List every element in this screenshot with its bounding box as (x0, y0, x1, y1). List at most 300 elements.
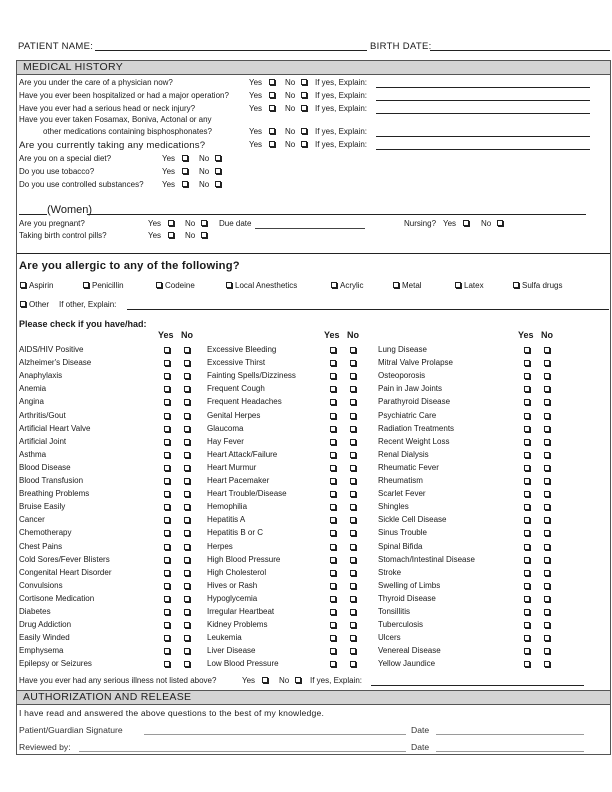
condition-label: Diabetes (19, 607, 51, 616)
condition-label: Liver Disease (207, 646, 256, 656)
checkbox[interactable] (182, 155, 188, 161)
explain-field[interactable] (376, 113, 590, 114)
condition-no-checkbox[interactable] (350, 478, 356, 484)
checkbox[interactable] (513, 282, 519, 288)
condition-no-checkbox[interactable] (350, 530, 356, 536)
condition-no-checkbox[interactable] (184, 452, 190, 458)
condition-label: Shingles (378, 502, 409, 512)
explain-field[interactable] (376, 100, 590, 101)
authorization-statement: I have read and answered the above questions to the best of my knowledge. (19, 708, 325, 718)
condition-yes-checkbox[interactable] (330, 373, 336, 379)
history-question: Have you ever taken Fosamax, Boniva, Actonal or any (19, 115, 212, 124)
other-illness-no[interactable] (279, 676, 289, 685)
checkbox[interactable] (269, 105, 275, 111)
condition-yes-checkbox[interactable] (164, 570, 170, 576)
condition-yes-checkbox[interactable] (330, 609, 336, 615)
checkbox[interactable] (269, 92, 275, 98)
no-label: No (285, 104, 296, 113)
allergy-option[interactable] (155, 281, 195, 290)
checkbox[interactable] (301, 141, 307, 147)
condition-label: Sinus Trouble (378, 528, 427, 538)
condition-yes-checkbox[interactable] (330, 386, 336, 392)
checkbox[interactable] (262, 677, 268, 683)
checkbox[interactable] (20, 301, 26, 307)
condition-yes-checkbox[interactable] (524, 570, 530, 576)
condition-yes-checkbox[interactable] (164, 465, 170, 471)
allergy-other-explain-label: If other, Explain: (59, 300, 117, 309)
allergy-option[interactable] (19, 281, 53, 290)
condition-yes-checkbox[interactable] (524, 426, 530, 432)
condition-label: Leukemia (207, 633, 242, 643)
nursing-no[interactable] (481, 219, 491, 228)
history-question: Are you under the care of a physician now? (19, 78, 173, 87)
history-no[interactable] (199, 154, 209, 163)
condition-no-checkbox[interactable] (544, 465, 550, 471)
condition-no-checkbox[interactable] (544, 347, 550, 353)
condition-label: Hypoglycemia (207, 593, 258, 603)
checkbox[interactable] (331, 282, 337, 288)
condition-no-checkbox[interactable] (544, 360, 550, 366)
condition-yes-checkbox[interactable] (524, 399, 530, 405)
condition-no-checkbox[interactable] (184, 530, 190, 536)
condition-yes-checkbox[interactable] (524, 596, 530, 602)
condition-no-checkbox[interactable] (350, 661, 356, 667)
condition-yes-checkbox[interactable] (330, 360, 336, 366)
allergy-option[interactable] (512, 281, 562, 290)
other-illness-yes[interactable] (242, 676, 255, 685)
condition-no-checkbox[interactable] (544, 426, 550, 432)
condition-no-checkbox[interactable] (544, 478, 550, 484)
checkbox[interactable] (20, 282, 26, 288)
allergy-other-explain-field[interactable] (127, 309, 609, 310)
allergy-option[interactable] (330, 281, 364, 290)
checkbox[interactable] (455, 282, 461, 288)
condition-no-checkbox[interactable] (184, 360, 190, 366)
condition-yes-checkbox[interactable] (330, 491, 336, 497)
condition-no-checkbox[interactable] (544, 413, 550, 419)
condition-yes-checkbox[interactable] (164, 413, 170, 419)
birth-control-yes[interactable] (148, 231, 161, 240)
allergy-label: Penicillin (92, 281, 124, 290)
condition-label: Cortisone Medication (19, 593, 95, 603)
condition-yes-checkbox[interactable] (164, 347, 170, 353)
condition-label: Cold Sores/Fever Blisters (19, 554, 110, 564)
history-no[interactable] (199, 180, 209, 189)
condition-label: Hemophilia (207, 502, 248, 512)
condition-no-checkbox[interactable] (350, 504, 356, 510)
condition-no-checkbox[interactable] (184, 439, 190, 445)
condition-no-checkbox[interactable] (184, 347, 190, 353)
condition-no-checkbox[interactable] (184, 609, 190, 615)
signature-field[interactable] (144, 734, 406, 735)
condition-no-checkbox[interactable] (350, 570, 356, 576)
history-yes[interactable] (249, 91, 262, 100)
condition-no-checkbox[interactable] (184, 661, 190, 667)
condition-yes-checkbox[interactable] (164, 648, 170, 654)
birth-control-no[interactable] (185, 231, 195, 240)
condition-yes-checkbox[interactable] (164, 426, 170, 432)
condition-yes-checkbox[interactable] (164, 557, 170, 563)
condition-no-checkbox[interactable] (544, 530, 550, 536)
condition-no-checkbox[interactable] (184, 373, 190, 379)
condition-no-checkbox[interactable] (544, 439, 550, 445)
checkbox[interactable] (83, 282, 89, 288)
condition-label: Thyroid Disease (378, 593, 436, 603)
condition-no-checkbox[interactable] (544, 583, 550, 589)
allergy-other[interactable] (19, 300, 49, 309)
condition-yes-checkbox[interactable] (524, 439, 530, 445)
allergies-title: Are you allergic to any of the following? (19, 260, 240, 272)
condition-no-checkbox[interactable] (544, 517, 550, 523)
condition-yes-checkbox[interactable] (330, 570, 336, 576)
condition-yes-checkbox[interactable] (164, 373, 170, 379)
condition-yes-checkbox[interactable] (524, 360, 530, 366)
condition-no-checkbox[interactable] (350, 373, 356, 379)
condition-yes-checkbox[interactable] (524, 347, 530, 353)
no-column-header: No (541, 330, 553, 340)
condition-yes-checkbox[interactable] (330, 530, 336, 536)
pregnant-no[interactable] (185, 219, 195, 228)
no-column-header: No (181, 330, 193, 340)
condition-yes-checkbox[interactable] (330, 465, 336, 471)
no-label: No (285, 127, 296, 136)
condition-yes-checkbox[interactable] (524, 648, 530, 654)
allergy-option[interactable] (392, 281, 422, 290)
form-frame-left (16, 60, 17, 755)
history-no[interactable] (285, 91, 295, 100)
condition-yes-checkbox[interactable] (164, 504, 170, 510)
checkbox[interactable] (269, 79, 275, 85)
condition-yes-checkbox[interactable] (164, 609, 170, 615)
history-no[interactable] (285, 104, 295, 113)
condition-yes-checkbox[interactable] (524, 635, 530, 641)
yes-column-header: Yes (158, 330, 174, 340)
condition-label: Renal Dialysis (378, 449, 429, 459)
condition-no-checkbox[interactable] (184, 491, 190, 497)
yes-label: Yes (162, 167, 176, 176)
explain-field[interactable] (376, 87, 590, 88)
condition-no-checkbox[interactable] (184, 517, 190, 523)
condition-yes-checkbox[interactable] (164, 386, 170, 392)
allergy-option[interactable] (454, 281, 484, 290)
checkbox[interactable] (182, 168, 188, 174)
condition-no-checkbox[interactable] (544, 648, 550, 654)
condition-yes-checkbox[interactable] (164, 622, 170, 628)
condition-label: AIDS/HIV Positive (19, 345, 84, 354)
condition-label: Breathing Problems (19, 489, 90, 499)
checkbox[interactable] (301, 105, 307, 111)
condition-no-checkbox[interactable] (350, 491, 356, 497)
condition-label: Kidney Problems (207, 620, 268, 630)
condition-yes-checkbox[interactable] (330, 635, 336, 641)
yes-column-header: Yes (324, 330, 340, 340)
signature-date-field[interactable] (436, 734, 584, 735)
condition-yes-checkbox[interactable] (164, 544, 170, 550)
history-question: Have you ever been hospitalized or had a major operation? (19, 91, 229, 100)
condition-yes-checkbox[interactable] (164, 596, 170, 602)
condition-no-checkbox[interactable] (350, 452, 356, 458)
history-yes[interactable] (162, 167, 175, 176)
history-yes[interactable] (162, 180, 175, 189)
reviewed-date-label: Date (411, 742, 430, 752)
condition-yes-checkbox[interactable] (524, 452, 530, 458)
checkbox[interactable] (497, 220, 503, 226)
patient-name-field[interactable] (95, 50, 367, 51)
condition-yes-checkbox[interactable] (164, 452, 170, 458)
history-no[interactable] (285, 127, 295, 136)
yes-label: Yes (162, 154, 176, 163)
condition-yes-checkbox[interactable] (164, 491, 170, 497)
condition-no-checkbox[interactable] (184, 622, 190, 628)
allergy-label: Codeine (165, 281, 195, 290)
condition-no-checkbox[interactable] (544, 386, 550, 392)
history-yes[interactable] (249, 140, 262, 149)
condition-yes-checkbox[interactable] (330, 478, 336, 484)
form-frame-bottom (16, 754, 610, 755)
history-no[interactable] (285, 140, 295, 149)
authorization-header (17, 690, 610, 705)
condition-no-checkbox[interactable] (544, 661, 550, 667)
condition-yes-checkbox[interactable] (330, 622, 336, 628)
condition-no-checkbox[interactable] (184, 583, 190, 589)
condition-yes-checkbox[interactable] (524, 622, 530, 628)
explain-label: If yes, Explain: (315, 127, 368, 136)
condition-yes-checkbox[interactable] (330, 504, 336, 510)
condition-yes-checkbox[interactable] (330, 439, 336, 445)
condition-no-checkbox[interactable] (184, 465, 190, 471)
condition-label: Artificial Joint (19, 436, 67, 446)
condition-no-checkbox[interactable] (544, 622, 550, 628)
condition-no-checkbox[interactable] (184, 557, 190, 563)
condition-yes-checkbox[interactable] (524, 583, 530, 589)
condition-label: Blood Transfusion (19, 476, 84, 485)
condition-yes-checkbox[interactable] (330, 347, 336, 353)
condition-no-checkbox[interactable] (350, 544, 356, 550)
checkbox[interactable] (182, 181, 188, 187)
condition-no-checkbox[interactable] (544, 635, 550, 641)
condition-label: Lung Disease (378, 345, 427, 354)
checkbox[interactable] (215, 181, 221, 187)
condition-yes-checkbox[interactable] (330, 583, 336, 589)
condition-no-checkbox[interactable] (544, 596, 550, 602)
condition-label: Chemotherapy (19, 528, 72, 538)
no-label: No (199, 167, 210, 176)
condition-yes-checkbox[interactable] (330, 557, 336, 563)
checkbox[interactable] (393, 282, 399, 288)
condition-yes-checkbox[interactable] (164, 360, 170, 366)
history-yes[interactable] (249, 78, 262, 87)
condition-yes-checkbox[interactable] (524, 557, 530, 563)
condition-yes-checkbox[interactable] (524, 373, 530, 379)
condition-no-checkbox[interactable] (184, 570, 190, 576)
condition-label: Anemia (19, 384, 47, 394)
condition-yes-checkbox[interactable] (164, 530, 170, 536)
condition-label: Mitral Valve Prolapse (378, 358, 453, 368)
condition-label: Hay Fever (207, 436, 244, 446)
checkbox[interactable] (168, 232, 174, 238)
condition-no-checkbox[interactable] (350, 583, 356, 589)
condition-no-checkbox[interactable] (184, 386, 190, 392)
checkbox[interactable] (156, 282, 162, 288)
condition-yes-checkbox[interactable] (330, 661, 336, 667)
condition-label: Heart Trouble/Disease (207, 489, 287, 499)
condition-no-checkbox[interactable] (350, 635, 356, 641)
condition-no-checkbox[interactable] (184, 478, 190, 484)
condition-label: Heart Murmur (207, 462, 257, 472)
condition-no-checkbox[interactable] (350, 648, 356, 654)
condition-no-checkbox[interactable] (544, 373, 550, 379)
condition-yes-checkbox[interactable] (524, 491, 530, 497)
condition-yes-checkbox[interactable] (164, 583, 170, 589)
condition-no-checkbox[interactable] (544, 504, 550, 510)
condition-no-checkbox[interactable] (544, 491, 550, 497)
history-no[interactable] (199, 167, 209, 176)
checkbox[interactable] (301, 92, 307, 98)
condition-yes-checkbox[interactable] (524, 413, 530, 419)
allergy-label: Latex (464, 281, 484, 290)
authorization-title: AUTHORIZATION AND RELEASE (23, 691, 192, 703)
nursing-yes[interactable] (443, 219, 456, 228)
condition-no-checkbox[interactable] (350, 557, 356, 563)
condition-no-checkbox[interactable] (350, 622, 356, 628)
condition-yes-checkbox[interactable] (524, 478, 530, 484)
condition-no-checkbox[interactable] (184, 635, 190, 641)
checkbox[interactable] (201, 220, 207, 226)
condition-no-checkbox[interactable] (350, 439, 356, 445)
condition-label: Frequent Cough (207, 384, 265, 394)
checkbox[interactable] (269, 128, 275, 134)
condition-yes-checkbox[interactable] (330, 426, 336, 432)
condition-no-checkbox[interactable] (350, 413, 356, 419)
condition-no-checkbox[interactable] (350, 426, 356, 432)
condition-no-checkbox[interactable] (350, 360, 356, 366)
condition-yes-checkbox[interactable] (524, 609, 530, 615)
yes-label: Yes (148, 219, 162, 228)
condition-yes-checkbox[interactable] (524, 386, 530, 392)
history-yes[interactable] (249, 104, 262, 113)
allergy-option[interactable] (82, 281, 124, 290)
condition-yes-checkbox[interactable] (164, 517, 170, 523)
due-date-field[interactable] (255, 228, 365, 229)
no-label: No (199, 180, 210, 189)
explain-field[interactable] (376, 149, 590, 150)
condition-no-checkbox[interactable] (184, 399, 190, 405)
no-label: No (185, 219, 196, 228)
condition-yes-checkbox[interactable] (164, 439, 170, 445)
women-blank[interactable] (19, 214, 47, 215)
condition-label: High Cholesterol (207, 567, 267, 577)
condition-yes-checkbox[interactable] (524, 530, 530, 536)
checkbox[interactable] (168, 220, 174, 226)
history-no[interactable] (285, 78, 295, 87)
condition-yes-checkbox[interactable] (524, 504, 530, 510)
condition-label: Hives or Rash (207, 580, 258, 590)
birth-date-field[interactable] (430, 50, 610, 51)
condition-no-checkbox[interactable] (544, 609, 550, 615)
condition-yes-checkbox[interactable] (330, 596, 336, 602)
condition-yes-checkbox[interactable] (164, 635, 170, 641)
allergy-label: Local Anesthetics (235, 281, 298, 290)
condition-yes-checkbox[interactable] (164, 661, 170, 667)
condition-no-checkbox[interactable] (544, 452, 550, 458)
form-frame-right (610, 60, 611, 755)
condition-yes-checkbox[interactable] (524, 465, 530, 471)
checkbox[interactable] (301, 128, 307, 134)
condition-no-checkbox[interactable] (544, 570, 550, 576)
reviewed-by-label: Reviewed by: (19, 742, 71, 752)
pregnant-question: Are you pregnant? (19, 219, 85, 228)
checkbox[interactable] (215, 168, 221, 174)
condition-no-checkbox[interactable] (544, 544, 550, 550)
allergy-option[interactable] (225, 281, 297, 290)
due-date-label: Due date (219, 219, 252, 228)
condition-yes-checkbox[interactable] (524, 661, 530, 667)
checkbox[interactable] (301, 79, 307, 85)
condition-yes-checkbox[interactable] (524, 544, 530, 550)
reviewed-date-field[interactable] (436, 751, 584, 752)
condition-no-checkbox[interactable] (544, 557, 550, 563)
condition-yes-checkbox[interactable] (330, 517, 336, 523)
checkbox[interactable] (295, 677, 301, 683)
condition-no-checkbox[interactable] (184, 413, 190, 419)
condition-label: Angina (19, 397, 44, 407)
other-illness-explain-label: If yes, Explain: (310, 676, 363, 685)
reviewed-by-field[interactable] (79, 751, 406, 752)
condition-yes-checkbox[interactable] (164, 399, 170, 405)
condition-no-checkbox[interactable] (350, 399, 356, 405)
condition-no-checkbox[interactable] (184, 596, 190, 602)
birth-date-label: BIRTH DATE: (370, 41, 432, 52)
condition-no-checkbox[interactable] (544, 399, 550, 405)
condition-yes-checkbox[interactable] (330, 399, 336, 405)
condition-yes-checkbox[interactable] (330, 413, 336, 419)
condition-no-checkbox[interactable] (350, 609, 356, 615)
checkbox[interactable] (463, 220, 469, 226)
other-illness-explain-field[interactable] (371, 685, 584, 686)
condition-no-checkbox[interactable] (350, 465, 356, 471)
condition-yes-checkbox[interactable] (330, 648, 336, 654)
checkbox[interactable] (201, 232, 207, 238)
condition-no-checkbox[interactable] (184, 648, 190, 654)
history-yes[interactable] (162, 154, 175, 163)
condition-no-checkbox[interactable] (350, 386, 356, 392)
condition-label: Excessive Thirst (207, 358, 266, 368)
condition-no-checkbox[interactable] (184, 504, 190, 510)
condition-no-checkbox[interactable] (184, 544, 190, 550)
condition-no-checkbox[interactable] (350, 347, 356, 353)
history-yes[interactable] (249, 127, 262, 136)
checkbox[interactable] (215, 155, 221, 161)
checkbox[interactable] (226, 282, 232, 288)
explain-field[interactable] (376, 136, 590, 137)
condition-label: Frequent Headaches (207, 397, 282, 407)
medical-history-title: MEDICAL HISTORY (23, 61, 123, 73)
condition-yes-checkbox[interactable] (330, 544, 336, 550)
condition-label: Emphysema (19, 646, 64, 656)
checkbox[interactable] (269, 141, 275, 147)
condition-yes-checkbox[interactable] (524, 517, 530, 523)
condition-no-checkbox[interactable] (350, 596, 356, 602)
condition-yes-checkbox[interactable] (330, 452, 336, 458)
condition-yes-checkbox[interactable] (164, 478, 170, 484)
pregnant-yes[interactable] (148, 219, 161, 228)
condition-label: Stroke (378, 567, 402, 577)
history-question: Have you ever had a serious head or neck injury? (19, 104, 196, 113)
yes-label: Yes (249, 104, 263, 113)
medical-history-header (17, 60, 610, 75)
condition-no-checkbox[interactable] (350, 517, 356, 523)
condition-no-checkbox[interactable] (184, 426, 190, 432)
